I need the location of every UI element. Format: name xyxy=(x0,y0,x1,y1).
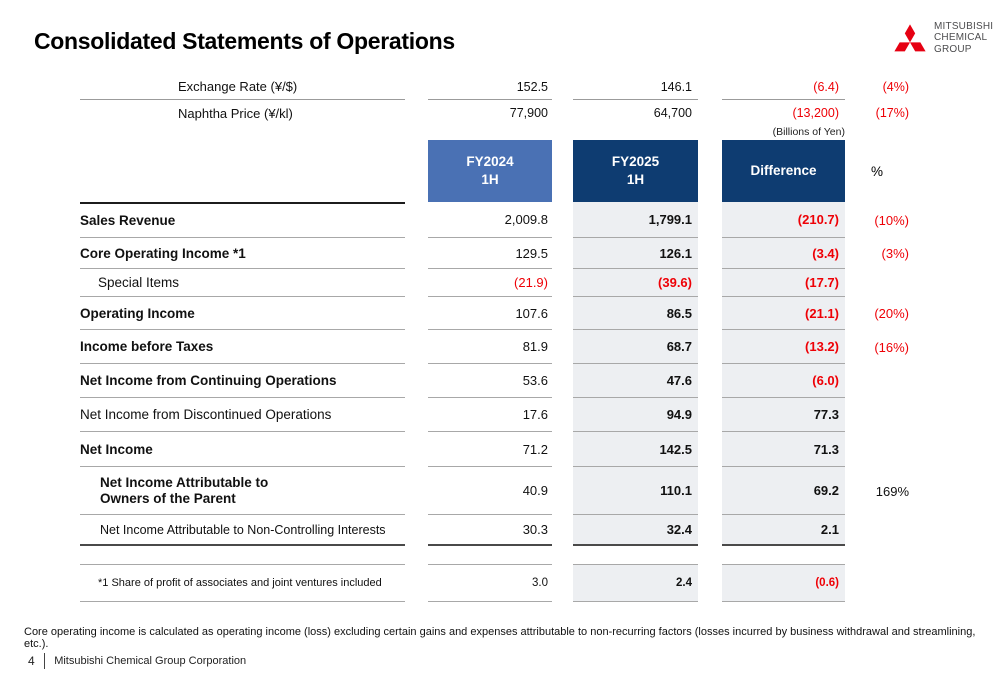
row-label: Net Income from Discontinued Operations xyxy=(80,398,405,432)
row-label: Net Income Attributable to Non-Controlling Interests xyxy=(80,515,405,546)
brand-name xyxy=(934,21,993,56)
percent-value: (3%) xyxy=(881,246,909,261)
fy2024-value: 152.5 xyxy=(428,74,552,100)
difference-value: (17.7) xyxy=(722,269,845,297)
fy2025-value: 64,700 xyxy=(653,106,692,120)
fy2024-value: 30.3 xyxy=(428,515,552,546)
percent-value: (16%) xyxy=(874,339,909,355)
row-label: Net Income xyxy=(80,432,405,467)
table-row-special-items xyxy=(80,269,915,297)
statements-table xyxy=(80,140,915,546)
percent-value xyxy=(845,364,915,398)
fy2024-value: 2,009.8 xyxy=(428,202,552,238)
difference-value: 2.1 xyxy=(722,515,845,546)
fy2025-value: 68.7 xyxy=(573,330,698,364)
fy2024-value: 129.5 xyxy=(428,238,552,269)
difference-value: (13,200) xyxy=(792,106,839,120)
difference-value: (6.4) xyxy=(722,74,845,100)
difference-value: (0.6) xyxy=(722,564,845,602)
fy2024-value: 53.6 xyxy=(428,364,552,398)
row-label: Net Income from Continuing Operations xyxy=(80,364,405,398)
fy2025-value: 86.5 xyxy=(573,297,698,330)
table-row-net-income-discontinued xyxy=(80,398,915,432)
percent-value xyxy=(845,398,915,432)
table-row-net-income-noncontrolling xyxy=(80,515,915,546)
fy2024-value: 107.6 xyxy=(428,297,552,330)
naphtha-price-row xyxy=(80,100,915,126)
column-header-fy2025: FY2025 1H xyxy=(573,140,698,202)
row-label: Core Operating Income *1 xyxy=(80,238,405,269)
page-footer xyxy=(28,653,246,669)
fy2025-value: 142.5 xyxy=(573,432,698,467)
fy2025-value: 32.4 xyxy=(573,515,698,546)
table-row-operating-income xyxy=(80,297,915,330)
fy2025-value: 1,799.1 xyxy=(573,202,698,238)
percent-value: (20%) xyxy=(874,306,909,321)
company-logo xyxy=(892,20,993,56)
column-header-fy2024: FY2024 1H xyxy=(428,140,552,202)
page-title: Consolidated Statements of Operations xyxy=(34,28,455,54)
column-header-difference: Difference xyxy=(722,140,845,202)
fy2024-value: (21.9) xyxy=(428,269,552,297)
brand-line-1: MITSUBISHI xyxy=(934,20,994,32)
table-header-row xyxy=(80,140,915,202)
footer-company-name: Mitsubishi Chemical Group Corporation xyxy=(54,655,247,667)
fy2024-value: 40.9 xyxy=(428,467,552,515)
fy2025-value: 47.6 xyxy=(573,364,698,398)
brand-line-2: CHEMICAL xyxy=(934,32,988,44)
row-label: Net Income Attributable to Owners of the Parent xyxy=(80,467,405,515)
percent-value xyxy=(845,515,915,546)
difference-value: 71.3 xyxy=(722,432,845,467)
fy2024-value: 81.9 xyxy=(428,330,552,364)
percent-value xyxy=(845,269,915,297)
indicator-label: Naphtha Price (¥/kl) xyxy=(178,105,293,121)
exchange-rate-row xyxy=(80,74,915,100)
percent-value xyxy=(845,432,915,467)
table-row-sales-revenue xyxy=(80,202,915,238)
percent-value: (4%) xyxy=(882,80,909,94)
indicator-table xyxy=(80,74,915,126)
footer-divider xyxy=(44,653,46,669)
difference-value: (210.7) xyxy=(722,202,845,238)
fy2025-value: 146.1 xyxy=(573,74,698,100)
row-label: Special Items xyxy=(80,269,405,297)
fy2025-value: 2.4 xyxy=(573,564,698,602)
fy2024-value: 71.2 xyxy=(428,432,552,467)
fy2024-value: 17.6 xyxy=(428,398,552,432)
table-row-net-income xyxy=(80,432,915,467)
table-row-share-of-profit-footnote xyxy=(80,564,915,602)
row-label: *1 Share of profit of associates and joint ventures included xyxy=(80,564,405,602)
table-row-income-before-taxes xyxy=(80,330,915,364)
difference-value: 69.2 xyxy=(722,467,845,515)
percent-value: 169% xyxy=(875,483,909,499)
percent-value: (17%) xyxy=(875,106,909,120)
fy2024-value: 3.0 xyxy=(428,564,552,602)
fy2025-value: (39.6) xyxy=(573,269,698,297)
fy2025-value: 94.9 xyxy=(573,398,698,432)
row-label: Sales Revenue xyxy=(80,202,405,238)
difference-value: (6.0) xyxy=(722,364,845,398)
fy2024-value: 77,900 xyxy=(509,106,548,120)
fy2025-value: 126.1 xyxy=(573,238,698,269)
core-operating-income-note: Core operating income is calculated as operating income (loss) excluding certain gains and expenses attributable to non-recurring factors (losses incurred by business withdrawal and streamlining, etc.). xyxy=(24,626,976,650)
difference-value: 77.3 xyxy=(722,398,845,432)
difference-value: (3.4) xyxy=(722,238,845,269)
difference-value: (13.2) xyxy=(722,330,845,364)
brand-line-3: GROUP xyxy=(934,43,972,55)
page-number: 4 xyxy=(28,654,35,668)
row-label: Operating Income xyxy=(80,297,405,330)
units-note: (Billions of Yen) xyxy=(772,126,845,138)
fy2025-value: 110.1 xyxy=(573,467,698,515)
table-row-net-income-continuing xyxy=(80,364,915,398)
percent-value: (10%) xyxy=(874,212,909,228)
table-row-net-income-owners xyxy=(80,467,915,515)
row-label: Income before Taxes xyxy=(80,330,405,364)
indicator-label: Exchange Rate (¥/$) xyxy=(80,74,405,100)
column-header-percent: % xyxy=(870,163,883,179)
table-row-core-operating-income xyxy=(80,238,915,269)
mitsubishi-mark-icon xyxy=(892,20,928,56)
difference-value: (21.1) xyxy=(722,297,845,330)
